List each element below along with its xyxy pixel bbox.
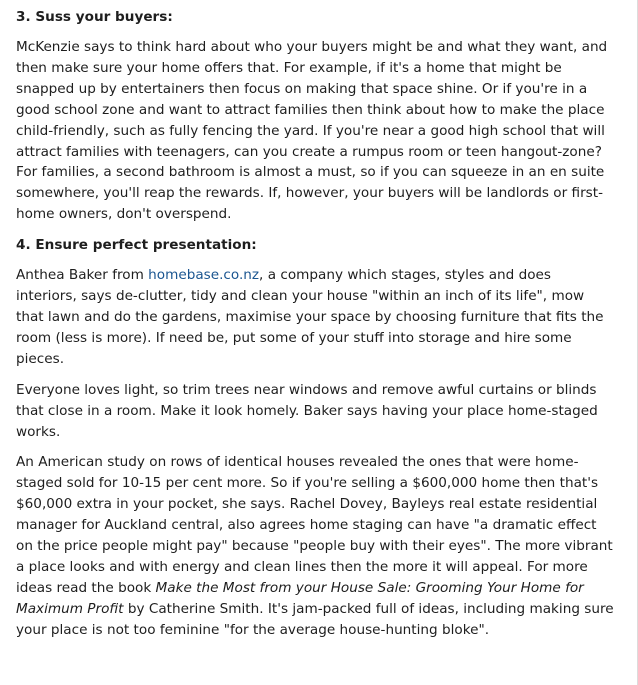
section-4-paragraph-2: Everyone loves light, so trim trees near windows and remove awful curtains or blinds that close in a room. Make it look homely. Baker says having your place home-staged works. (16, 381, 598, 440)
paragraph-text: by Catherine Smith. It's jam-packed full of ideas, including making sure your place is not too feminine "for the average house-hunting bloke". (16, 600, 614, 638)
article-body (16, 7, 616, 651)
paragraph-text: An American study on rows of identical houses revealed the ones that were home-staged sold for 10-15 per cent more. So if you're selling a $600,000 home then that's $60,000 extra in your pocket, she says. Rachel Dovey, Bayleys real estate residential manager for Auckland central, also agrees home staging can have "a dramatic effect on the price people might pay" because "people buy with their eyes". The more vibrant a place looks and with energy and clean lines then the more it will appeal. For more ideas read the book (16, 454, 613, 596)
section-3-paragraph: McKenzie says to think hard about who your buyers might be and what they want, and then make sure your home offers that. For example, if it's a home that might be snapped up by entertainers then focus on making that space shine. Or if you're in a good school zone and want to attract families then think about how to make the place child-friendly, such as fully fencing the yard. If you're near a good high school that will attract families with teenagers, can you create a rumpus room or teen hangout-zone? For families, a second bathroom is almost a must, so if you can squeeze in an en suite somewhere, you'll reap the rewards. If, however, your buyers will be landlords or first-home owners, don't overspend. (16, 39, 608, 223)
paragraph-text: , a company which stages, styles and does interiors, says de-clutter, tidy and clean your house "within an inch of its life", mow that lawn and do the gardens, maximise your space by choosing furniture that fits the room (less is more). If need be, put some of your stuff into storage and hire some pieces. (16, 267, 604, 367)
paragraph-text: Anthea Baker from (16, 267, 149, 284)
section-4-heading: 4. Ensure perfect presentation: (16, 237, 257, 254)
section-3-heading: 3. Suss your buyers: (16, 9, 173, 25)
book-title: Make the Most from your House Sale: Grooming Your Home for Maximum Profit (16, 579, 584, 617)
homebase-link[interactable]: homebase.co.nz (148, 267, 260, 284)
section-4-paragraph-1 (16, 265, 616, 370)
section-4-paragraph-3 (16, 452, 616, 640)
